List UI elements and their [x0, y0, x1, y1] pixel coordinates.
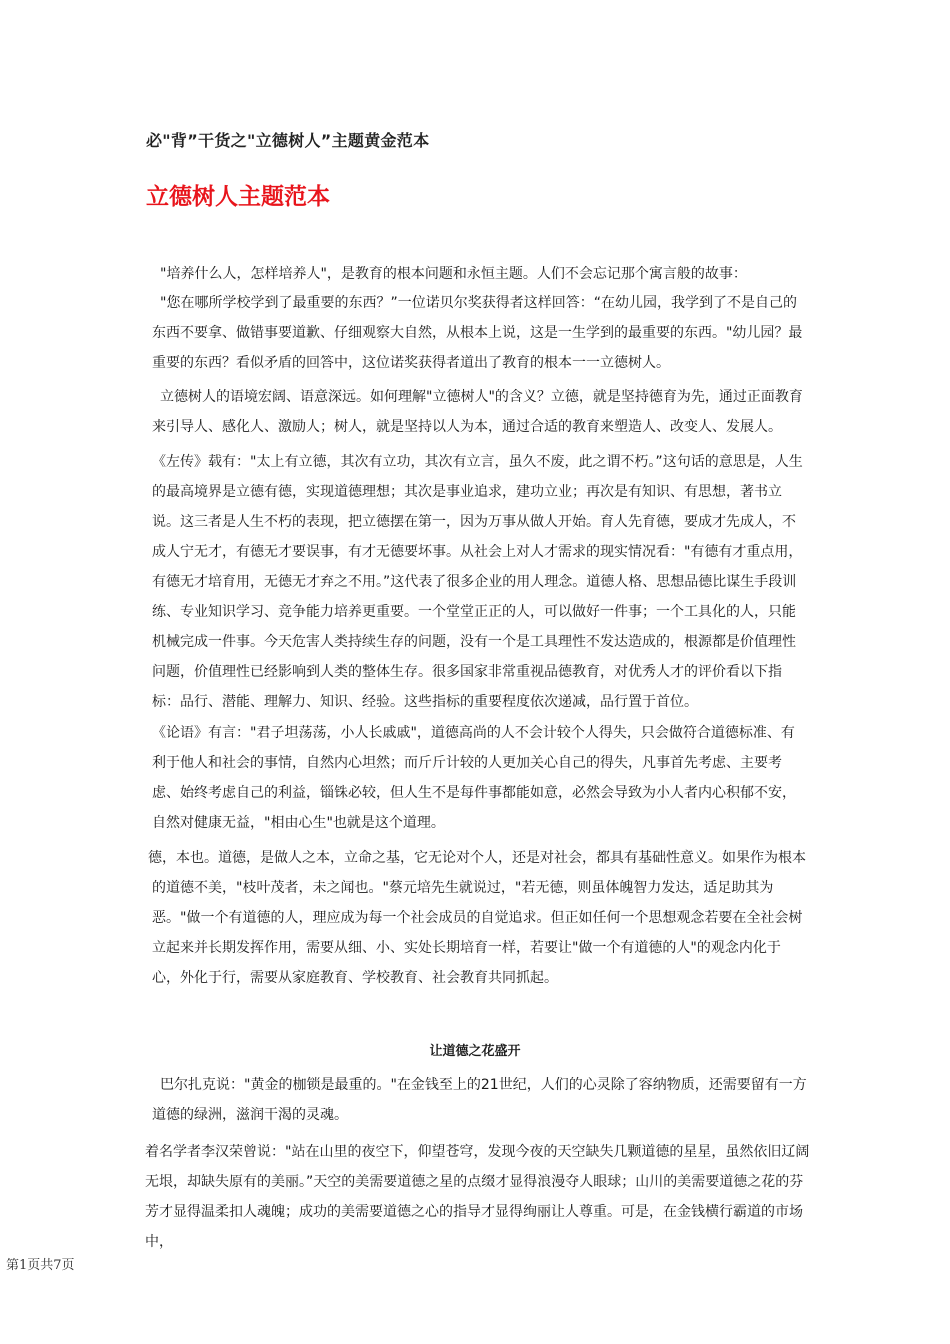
section-paragraph-2: 着名学者李汉荣曾说："站在山里的夜空下，仰望苍穹，发现今夜的天空缺失几颗道德的星星，虽然依旧辽阔无垠，却缺失原有的美丽。”天空的美需要道德之星的点缀才显得浪漫夺人眼球；山川的美需要道德之花的芬芳才显得温柔扣人魂魄；成功的美需要道德之心的指导才显得绚丽让人尊重。可是，在金钱横行霸道的市场中，	[145, 1144, 810, 1250]
paragraph-2: "您在哪所学校学到了最重要的东西？”一位诺贝尔奖获得者这样回答：“在幼儿园，我学到了不是自己的东西不要拿、做错事要道歉、仔细观察大自然，从根本上说，这是一生学到的最重要的东西。"幼儿园？最重要的东西？看似矛盾的回答中，这位诺奖获得者道出了教育的根本一一立德树人。	[152, 295, 803, 371]
main-heading: 立德树人主题范本	[146, 184, 330, 210]
section-heading: 让道德之花盛开	[429, 1044, 521, 1059]
paragraph-1: "培养什么人，怎样培养人"，是教育的根本问题和永恒主题。人们不会忘记那个寓言般的故事：	[160, 266, 747, 282]
page-indicator: 第1页共7页	[6, 1258, 75, 1273]
paragraph-3: 立德树人的语境宏阔、语意深远。如何理解"立德树人"的含义？立德，就是坚持德育为先，通过正面教育来引导人、感化人、激励人；树人，就是坚持以人为本，通过合适的教育来塑造人、改变人、发展人。	[152, 389, 803, 435]
paragraph-4: 《左传》载有："太上有立德，其次有立功，其次有立言，虽久不废，此之谓不朽。”这句话的意思是，人生的最高境界是立德有德，实现道德理想；其次是事业追求，建功立业；再次是有知识、有思想，著书立说。这三者是人生不朽的表现，把立德摆在第一，因为万事从做人开始。育人先育德，要成才先成人，不成人宁无才，有德无才要误事，有才无德要坏事。从社会上对人才需求的现实情况看："有德有才重点用，有德无才培育用，无德无才弃之不用。”这代表了很多企业的用人理念。道德人格、思想品德比谋生手段训练、专业知识学习、竞争能力培养更重要。一个堂堂正正的人，可以做好一件事；一个工具化的人，只能机械完成一件事。今天危害人类持续生存的问题，没有一个是工具理性不发达造成的，根源都是价值理性问题，价值理性已经影响到人类的整体生存。很多国家非常重视品德教育，对优秀人才的评价看以下指标：品行、潜能、理解力、知识、经验。这些指标的重要程度依次递减，品行置于首位。	[152, 454, 803, 710]
paragraph-5: 《论语》有言："君子坦荡荡，小人长戚戚"，道德高尚的人不会计较个人得失，只会做符合道德标准、有利于他人和社会的事情，自然内心坦然；而斤斤计较的人更加关心自己的得失，凡事首先考虑、主要考虑、始终考虑自己的利益，锱铢必较，但人生不是每件事都能如意，必然会导致为小人者内心积郁不安，自然对健康无益，"相由心生"也就是这个道理。	[152, 725, 796, 831]
paragraph-6: 德，本也。道德，是做人之本，立命之基，它无论对个人，还是对社会，都具有基础性意义。如果作为根本的道德不美，"枝叶茂者，未之闻也。"蔡元培先生就说过，"若无德，则虽体魄智力发达，适足助其为恶。"做一个有道德的人，理应成为每一个社会成员的自觉追求。但正如任何一个思想观念若要在全社会树立起来并长期发挥作用，需要从细、小、实处长期培育一样，若要让"做一个有道德的人"的观念内化于心，外化于行，需要从家庭教育、学校教育、社会教育共同抓起。	[148, 850, 806, 986]
document-title: 必"背”干货之"立德树人”主题黄金范本	[146, 131, 430, 150]
section-paragraph-1: 巴尔扎克说："黄金的枷锁是最重的。"在金钱至上的21世纪，人们的心灵除了容纳物质，还需要留有一方道德的绿洲，滋润干渴的灵魂。	[152, 1077, 807, 1123]
